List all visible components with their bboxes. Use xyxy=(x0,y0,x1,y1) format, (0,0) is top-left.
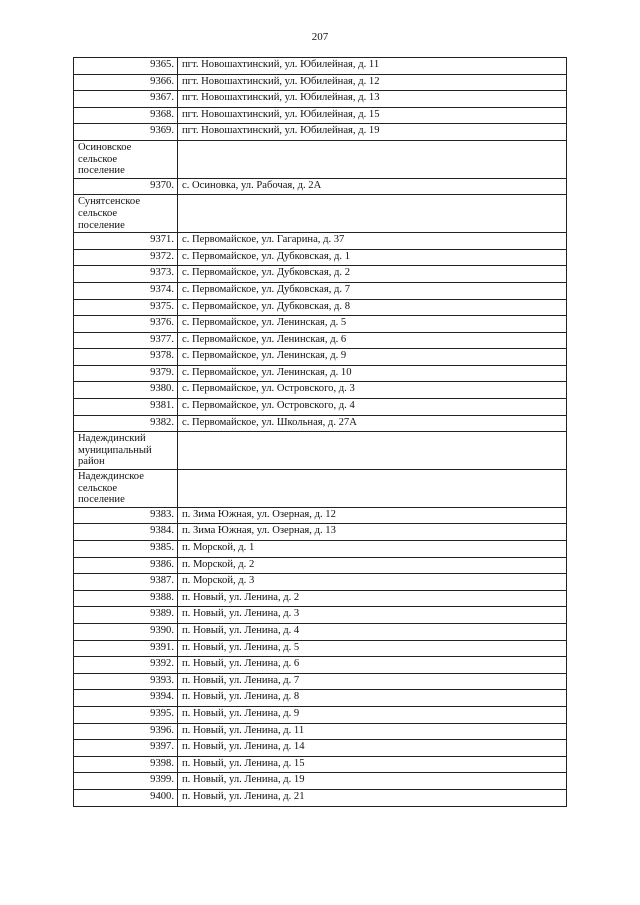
table-row xyxy=(74,607,567,624)
row-number: 9392. xyxy=(74,657,178,674)
address-cell: с. Первомайское, ул. Ленинская, д. 10 xyxy=(178,365,567,382)
table-row xyxy=(74,541,567,558)
address-cell: п. Новый, ул. Ленина, д. 5 xyxy=(178,640,567,657)
address-cell: с. Первомайское, ул. Школьная, д. 27А xyxy=(178,415,567,432)
table-row xyxy=(74,773,567,790)
table-row xyxy=(74,657,567,674)
group-name-line: поселение xyxy=(78,494,125,506)
row-number: 9377. xyxy=(74,332,178,349)
row-number: 9369. xyxy=(74,124,178,141)
address-cell: пгт. Новошахтинский, ул. Юбилейная, д. 13 xyxy=(178,91,567,108)
table-row xyxy=(74,282,567,299)
row-number: 9371. xyxy=(74,233,178,250)
page-number: 207 xyxy=(311,31,329,43)
address-cell: п. Новый, ул. Ленина, д. 15 xyxy=(178,756,567,773)
table-row xyxy=(74,590,567,607)
group-name-line: поселение xyxy=(78,165,125,177)
table-row xyxy=(74,740,567,757)
table-row xyxy=(74,507,567,524)
group-header-row xyxy=(74,470,567,508)
address-cell: п. Новый, ул. Ленина, д. 8 xyxy=(178,690,567,707)
row-number: 9385. xyxy=(74,541,178,558)
address-cell: с. Первомайское, ул. Ленинская, д. 6 xyxy=(178,332,567,349)
group-name-line: сельское xyxy=(78,153,118,165)
address-cell: с. Первомайское, ул. Ленинская, д. 5 xyxy=(178,316,567,333)
row-number: 9393. xyxy=(74,673,178,690)
table-row xyxy=(74,574,567,591)
address-cell: п. Новый, ул. Ленина, д. 7 xyxy=(178,673,567,690)
table-row xyxy=(74,524,567,541)
address-cell: п. Новый, ул. Ленина, д. 2 xyxy=(178,590,567,607)
address-cell: п. Новый, ул. Ленина, д. 19 xyxy=(178,773,567,790)
group-name-cell xyxy=(74,470,178,508)
row-number: 9397. xyxy=(74,740,178,757)
address-cell: п. Морской, д. 2 xyxy=(178,557,567,574)
address-cell: п. Зима Южная, ул. Озерная, д. 13 xyxy=(178,524,567,541)
empty-address-cell xyxy=(178,470,567,508)
row-number: 9390. xyxy=(74,623,178,640)
table-row xyxy=(74,178,567,195)
row-number: 9391. xyxy=(74,640,178,657)
row-number: 9396. xyxy=(74,723,178,740)
table-row xyxy=(74,249,567,266)
table-row xyxy=(74,349,567,366)
table-row xyxy=(74,640,567,657)
address-cell: п. Новый, ул. Ленина, д. 14 xyxy=(178,740,567,757)
address-cell: с. Первомайское, ул. Островского, д. 3 xyxy=(178,382,567,399)
row-number: 9368. xyxy=(74,107,178,124)
row-number: 9389. xyxy=(74,607,178,624)
table-row xyxy=(74,316,567,333)
address-cell: с. Первомайское, ул. Островского, д. 4 xyxy=(178,399,567,416)
group-header-row xyxy=(74,432,567,470)
row-number: 9370. xyxy=(74,178,178,195)
empty-address-cell xyxy=(178,432,567,470)
row-number: 9398. xyxy=(74,756,178,773)
group-name-line: Осиновское xyxy=(78,141,132,153)
address-cell: пгт. Новошахтинский, ул. Юбилейная, д. 19 xyxy=(178,124,567,141)
address-table-body xyxy=(74,58,567,807)
row-number: 9365. xyxy=(74,58,178,75)
address-cell: с. Первомайское, ул. Гагарина, д. 37 xyxy=(178,233,567,250)
table-row xyxy=(74,124,567,141)
row-number: 9373. xyxy=(74,266,178,283)
table-row xyxy=(74,58,567,75)
address-cell: п. Новый, ул. Ленина, д. 9 xyxy=(178,706,567,723)
group-name-line: поселение xyxy=(78,219,125,231)
row-number: 9394. xyxy=(74,690,178,707)
table-row xyxy=(74,690,567,707)
table-row xyxy=(74,789,567,806)
address-table xyxy=(73,57,567,807)
group-header-row xyxy=(74,140,567,178)
row-number: 9400. xyxy=(74,789,178,806)
address-cell: с. Первомайское, ул. Дубковская, д. 2 xyxy=(178,266,567,283)
group-name-line: муниципальный xyxy=(78,444,152,456)
row-number: 9382. xyxy=(74,415,178,432)
address-cell: пгт. Новошахтинский, ул. Юбилейная, д. 15 xyxy=(178,107,567,124)
group-name-cell xyxy=(74,195,178,233)
address-cell: с. Первомайское, ул. Ленинская, д. 9 xyxy=(178,349,567,366)
address-cell: п. Новый, ул. Ленина, д. 11 xyxy=(178,723,567,740)
group-name-line: Надеждинское xyxy=(78,471,144,483)
table-row xyxy=(74,299,567,316)
row-number: 9375. xyxy=(74,299,178,316)
group-name-line: Надеждинский xyxy=(78,433,146,445)
address-cell: п. Новый, ул. Ленина, д. 4 xyxy=(178,623,567,640)
table-row xyxy=(74,91,567,108)
address-cell: пгт. Новошахтинский, ул. Юбилейная, д. 12 xyxy=(178,74,567,91)
address-cell: с. Первомайское, ул. Дубковская, д. 7 xyxy=(178,282,567,299)
group-name-line: район xyxy=(78,456,105,468)
row-number: 9386. xyxy=(74,557,178,574)
address-cell: п. Морской, д. 3 xyxy=(178,574,567,591)
table-row xyxy=(74,266,567,283)
address-cell: п. Зима Южная, ул. Озерная, д. 12 xyxy=(178,507,567,524)
row-number: 9383. xyxy=(74,507,178,524)
group-name-line: сельское xyxy=(78,207,118,219)
table-row xyxy=(74,107,567,124)
row-number: 9380. xyxy=(74,382,178,399)
row-number: 9374. xyxy=(74,282,178,299)
table-row xyxy=(74,74,567,91)
table-row xyxy=(74,756,567,773)
row-number: 9381. xyxy=(74,399,178,416)
row-number: 9388. xyxy=(74,590,178,607)
address-cell: пгт. Новошахтинский, ул. Юбилейная, д. 11 xyxy=(178,58,567,75)
table-row xyxy=(74,706,567,723)
row-number: 9372. xyxy=(74,249,178,266)
table-row xyxy=(74,415,567,432)
row-number: 9395. xyxy=(74,706,178,723)
address-cell: п. Морской, д. 1 xyxy=(178,541,567,558)
group-name-cell xyxy=(74,432,178,470)
address-cell: с. Первомайское, ул. Дубковская, д. 8 xyxy=(178,299,567,316)
table-row xyxy=(74,723,567,740)
row-number: 9376. xyxy=(74,316,178,333)
group-name-line: Сунятсенское xyxy=(78,196,141,208)
empty-address-cell xyxy=(178,140,567,178)
row-number: 9384. xyxy=(74,524,178,541)
row-number: 9387. xyxy=(74,574,178,591)
row-number: 9378. xyxy=(74,349,178,366)
row-number: 9379. xyxy=(74,365,178,382)
address-cell: с. Первомайское, ул. Дубковская, д. 1 xyxy=(178,249,567,266)
group-name-cell xyxy=(74,140,178,178)
table-row xyxy=(74,557,567,574)
address-cell: п. Новый, ул. Ленина, д. 3 xyxy=(178,607,567,624)
table-row xyxy=(74,623,567,640)
group-name-line: сельское xyxy=(78,482,118,494)
row-number: 9366. xyxy=(74,74,178,91)
address-cell: п. Новый, ул. Ленина, д. 6 xyxy=(178,657,567,674)
address-cell: с. Осиновка, ул. Рабочая, д. 2А xyxy=(178,178,567,195)
row-number: 9399. xyxy=(74,773,178,790)
row-number: 9367. xyxy=(74,91,178,108)
empty-address-cell xyxy=(178,195,567,233)
group-header-row xyxy=(74,195,567,233)
table-row xyxy=(74,365,567,382)
table-row xyxy=(74,399,567,416)
address-cell: п. Новый, ул. Ленина, д. 21 xyxy=(178,789,567,806)
table-row xyxy=(74,233,567,250)
table-row xyxy=(74,382,567,399)
table-row xyxy=(74,673,567,690)
table-row xyxy=(74,332,567,349)
